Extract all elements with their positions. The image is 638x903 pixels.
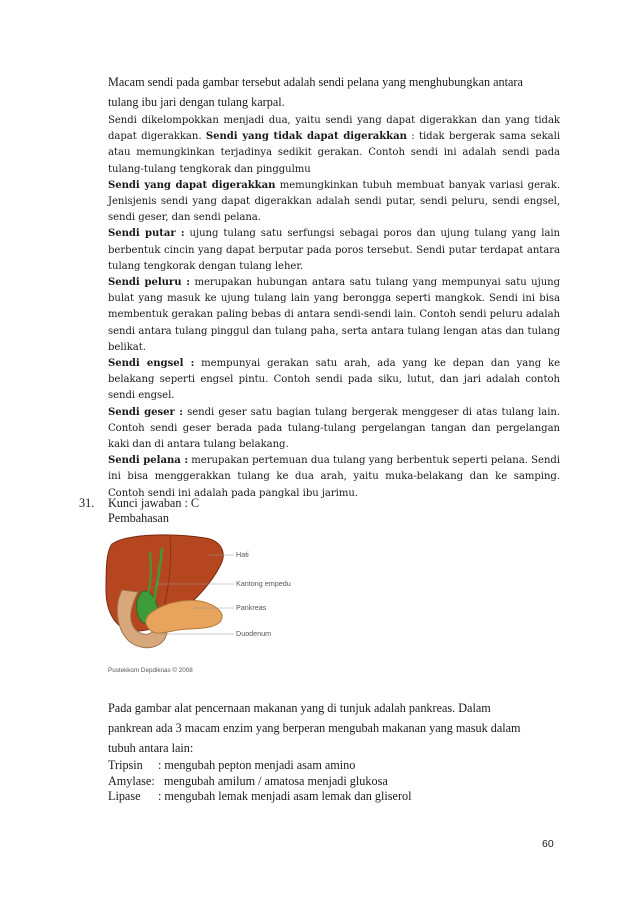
enzyme-desc: : mengubah lemak menjadi asam lemak dan gliserol <box>158 789 412 803</box>
text: sendi geser satu bagian tulang bergerak menggeser di atas tulang lain. Contoh sendi geser berada pada tulang-tulang pergelangan tangan dan pergelangan kaki dan di antara tulang belakang. <box>108 406 560 451</box>
paragraph-saddle-joint <box>108 453 560 502</box>
pancreas-explanation <box>108 698 568 805</box>
enzyme-desc: mengubah amilum / amatosa menjadi glukosa <box>164 773 388 788</box>
text: mempunyai gerakan satu arah, ada yang ke depan dan yang ke belakang seperti engsel pintu. Contoh sendi pada siku, lutut, dan jari adalah contoh sendi engsel. <box>108 358 560 402</box>
enzyme-name: Lipase <box>108 789 141 803</box>
joint-explanation-block <box>108 72 560 502</box>
explain-line: Pada gambar alat pencernaan makanan yang di tunjuk adalah pankreas. Dalam <box>108 701 491 715</box>
intro-line: Macam sendi pada gambar tersebut adalah sendi pelana yang menghubungkan antara <box>108 75 523 89</box>
intro-line: tulang ibu jari dengan tulang karpal. <box>108 95 285 109</box>
bold-term: Sendi geser : <box>108 406 183 418</box>
paragraph-hinge-joint <box>108 356 560 405</box>
paragraph-movable-joints <box>108 178 560 227</box>
enzyme-list <box>108 758 568 805</box>
bold-term: Sendi yang dapat digerakkan <box>108 179 276 191</box>
enzyme-item <box>108 774 568 790</box>
paragraph-joint-groups <box>108 113 560 178</box>
figure-credit: Pustekkom Depdiknas © 2008 <box>108 667 193 674</box>
bold-term: Sendi putar : <box>108 228 185 240</box>
text: memungkinkan tubuh membuat banyak variasi gerak. Jenisjenis sendi yang dapat digerakkan adalah sendi putar, sendi peluru, sendi engsel, sendi geser, dan sendi pelana. <box>108 179 560 224</box>
bold-term: Sendi peluru : <box>108 277 190 289</box>
bold-term: Sendi engsel : <box>108 358 195 370</box>
label-liver: Hati <box>236 550 249 559</box>
enzyme-name: Amylase: <box>108 773 155 788</box>
bold-term: Sendi yang tidak dapat digerakkan <box>205 131 407 143</box>
text: Sendi dikelompokkan menjadi dua, yaitu sendi yang dapat digerakkan dan yang tidak dapat digerakkan. <box>108 115 560 143</box>
paragraph-gliding-joint <box>108 405 560 454</box>
text: : tidak bergerak sama sekali atau memungkinkan terjadinya sedikit gerakan. Contoh sendi ini adalah sendi pada tulang-tulang tengkorak dan pinggulmu <box>108 131 560 175</box>
paragraph-pivot-joint <box>108 226 560 275</box>
enzyme-name: Tripsin <box>108 758 143 772</box>
discussion-heading: Pembahasan <box>108 511 169 525</box>
text: merupakan hubungan antara satu tulang yang mempunyai satu ujung bulat yang masuk ke ujung tulang lain yang berongga seperti mangkok. Sendi ini bisa membentuk gerakan paling bebas di antara sendi-sendi lain. Contoh sendi peluru adalah sendi antara tulang pinggul dan tulang paha, serta antara tulang lengan atas dan tulang belikat. <box>108 277 561 353</box>
label-gallbladder: Kantong empedu <box>236 579 291 588</box>
bold-term: Sendi pelana : <box>108 455 188 467</box>
enzyme-item <box>108 758 568 774</box>
enzyme-desc: : mengubah pepton menjadi asam amino <box>158 758 356 772</box>
label-pancreas: Pankreas <box>236 603 267 612</box>
page-number: 60 <box>542 838 554 850</box>
question-body <box>108 496 560 526</box>
digestive-organs-figure <box>100 530 380 678</box>
explain-line: pankrean ada 3 macam enzim yang berperan mengubah makanan yang masuk dalam <box>108 721 521 735</box>
paragraph-ball-joint <box>108 275 560 356</box>
explain-line: tubuh antara lain: <box>108 741 194 755</box>
question-number: 31. <box>79 496 95 510</box>
enzyme-item <box>108 789 568 805</box>
answer-key: Kunci jawaban : C <box>108 496 200 510</box>
text: ujung tulang satu serfungsi sebagai poros dan ujung tulang yang lain berbentuk cincin yang dapat berputar pada poros tersebut. Sendi putar terdapat antara tulang tengkorak dengan tulang leher. <box>108 228 561 272</box>
text: merupakan pertemuan dua tulang yang berbentuk seperti pelana. Sendi ini bisa menggerakkan tulang ke dua arah, yaitu muka-belakang dan ke samping. Contoh sendi ini adalah pada pangkal ibu jarimu. <box>108 455 560 499</box>
label-duodenum: Duodenum <box>236 629 272 638</box>
